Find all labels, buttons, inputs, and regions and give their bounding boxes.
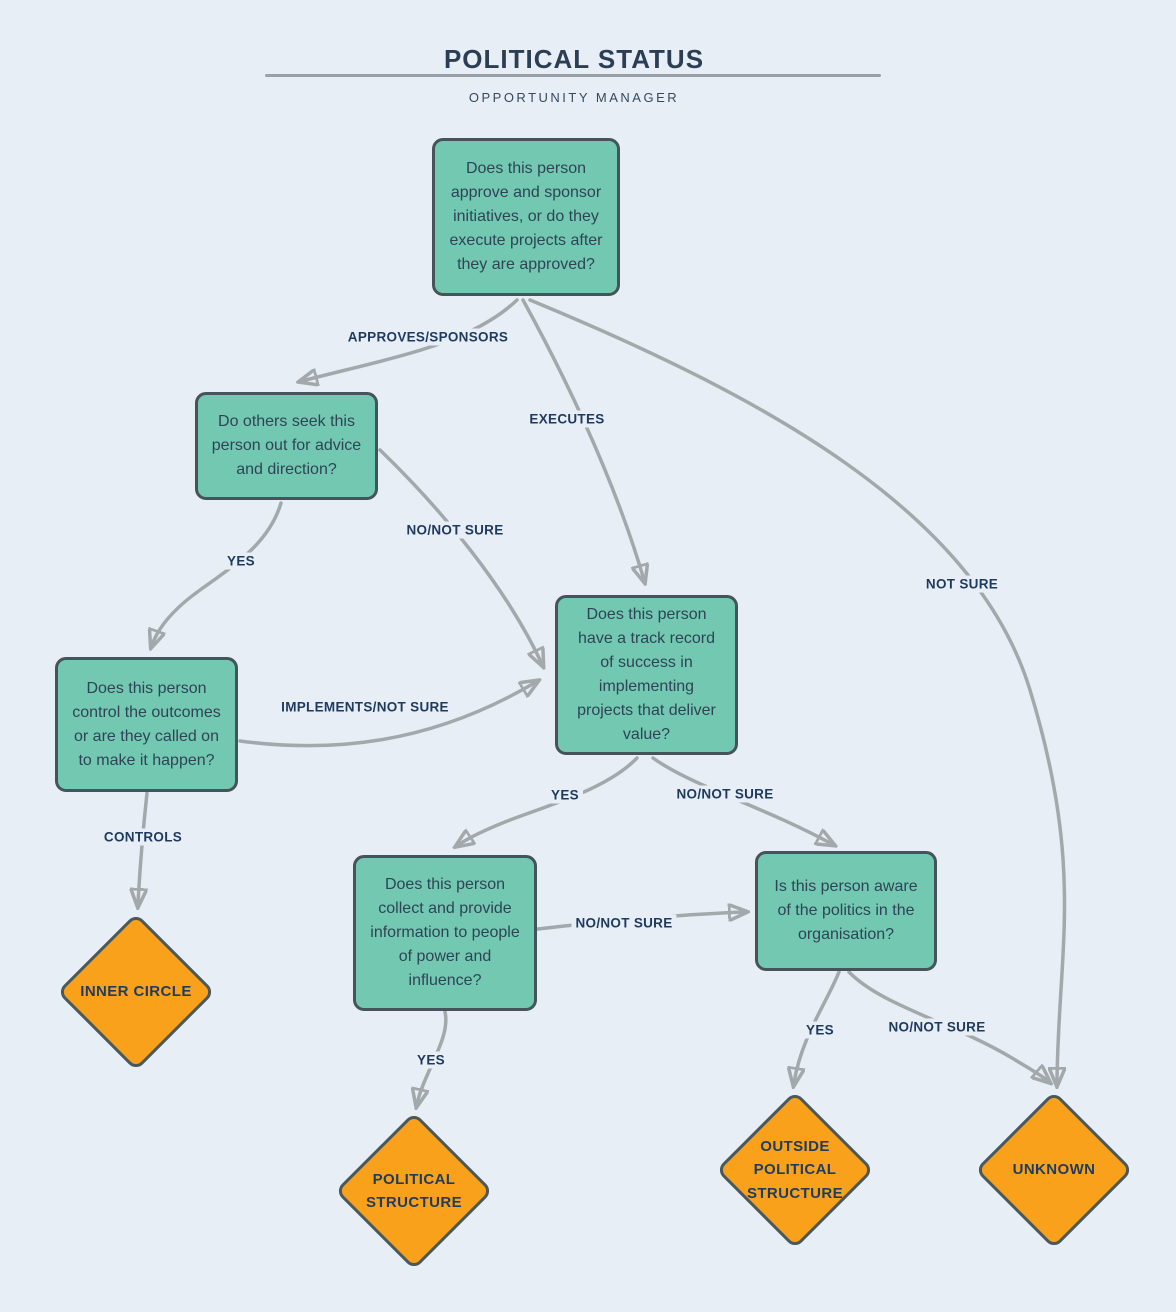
node-text: INNER CIRCLE	[80, 983, 192, 1001]
edge-label-no-not-sure-track: NO/NOT SURE	[672, 786, 777, 803]
edge-label-no-not-sure-aware: NO/NOT SURE	[884, 1019, 989, 1036]
edge-label-not-sure: NOT SURE	[922, 576, 1002, 593]
node-result-inner-circle	[58, 914, 214, 1070]
node-question-aware-politics	[755, 851, 937, 971]
edge-label-yes-collect: YES	[413, 1052, 449, 1069]
edge-label-executes: EXECUTES	[525, 411, 608, 428]
node-question-control-outcomes	[55, 657, 238, 792]
edge-label-controls: CONTROLS	[100, 829, 186, 846]
node-question-approve-or-execute	[432, 138, 620, 296]
edge-label-implements-not-sure: IMPLEMENTS/NOT SURE	[277, 699, 453, 716]
node-text: Is this person aware of the politics in the organisation?	[774, 878, 918, 943]
page-subtitle: OPPORTUNITY MANAGER	[468, 90, 680, 105]
node-result-unknown	[976, 1092, 1132, 1248]
edge-label-yes-track: YES	[547, 787, 583, 804]
node-text: POLITICAL STRUCTURE	[365, 1170, 463, 1211]
node-text: Do others seek this person out for advice and direction?	[211, 413, 362, 478]
node-text: Does this person control the outcomes or are they called on to make it happen?	[72, 679, 221, 769]
node-question-collect-information	[353, 855, 537, 1011]
node-result-outside-political-structure	[717, 1092, 873, 1248]
edge-control-inner	[138, 793, 147, 904]
node-result-political-structure	[336, 1113, 492, 1269]
edge-advice-control	[152, 503, 281, 645]
node-text: OUTSIDE POLITICAL STRUCTURE	[746, 1138, 844, 1202]
node-text: UNKNOWN	[1012, 1161, 1096, 1179]
node-text: Does this person collect and provide information to people of power and influence?	[370, 876, 520, 989]
node-question-track-record	[555, 595, 738, 755]
node-text: Does this person approve and sponsor initiatives, or do they execute projects after they are approved?	[449, 160, 603, 273]
node-question-seek-advice	[195, 392, 378, 500]
edge-label-approves-sponsors: APPROVES/SPONSORS	[344, 329, 512, 346]
node-text: Does this person have a track record of success in implementing projects that deliver value?	[577, 606, 716, 743]
edge-label-yes-aware: YES	[802, 1022, 838, 1039]
page-title: POLITICAL STATUS	[443, 44, 705, 74]
edge-label-yes-advice: YES	[223, 553, 259, 570]
edge-label-no-not-sure-advice: NO/NOT SURE	[402, 522, 507, 539]
edge-label-no-not-sure-collect: NO/NOT SURE	[571, 915, 676, 932]
edge-advice-track	[380, 450, 542, 664]
